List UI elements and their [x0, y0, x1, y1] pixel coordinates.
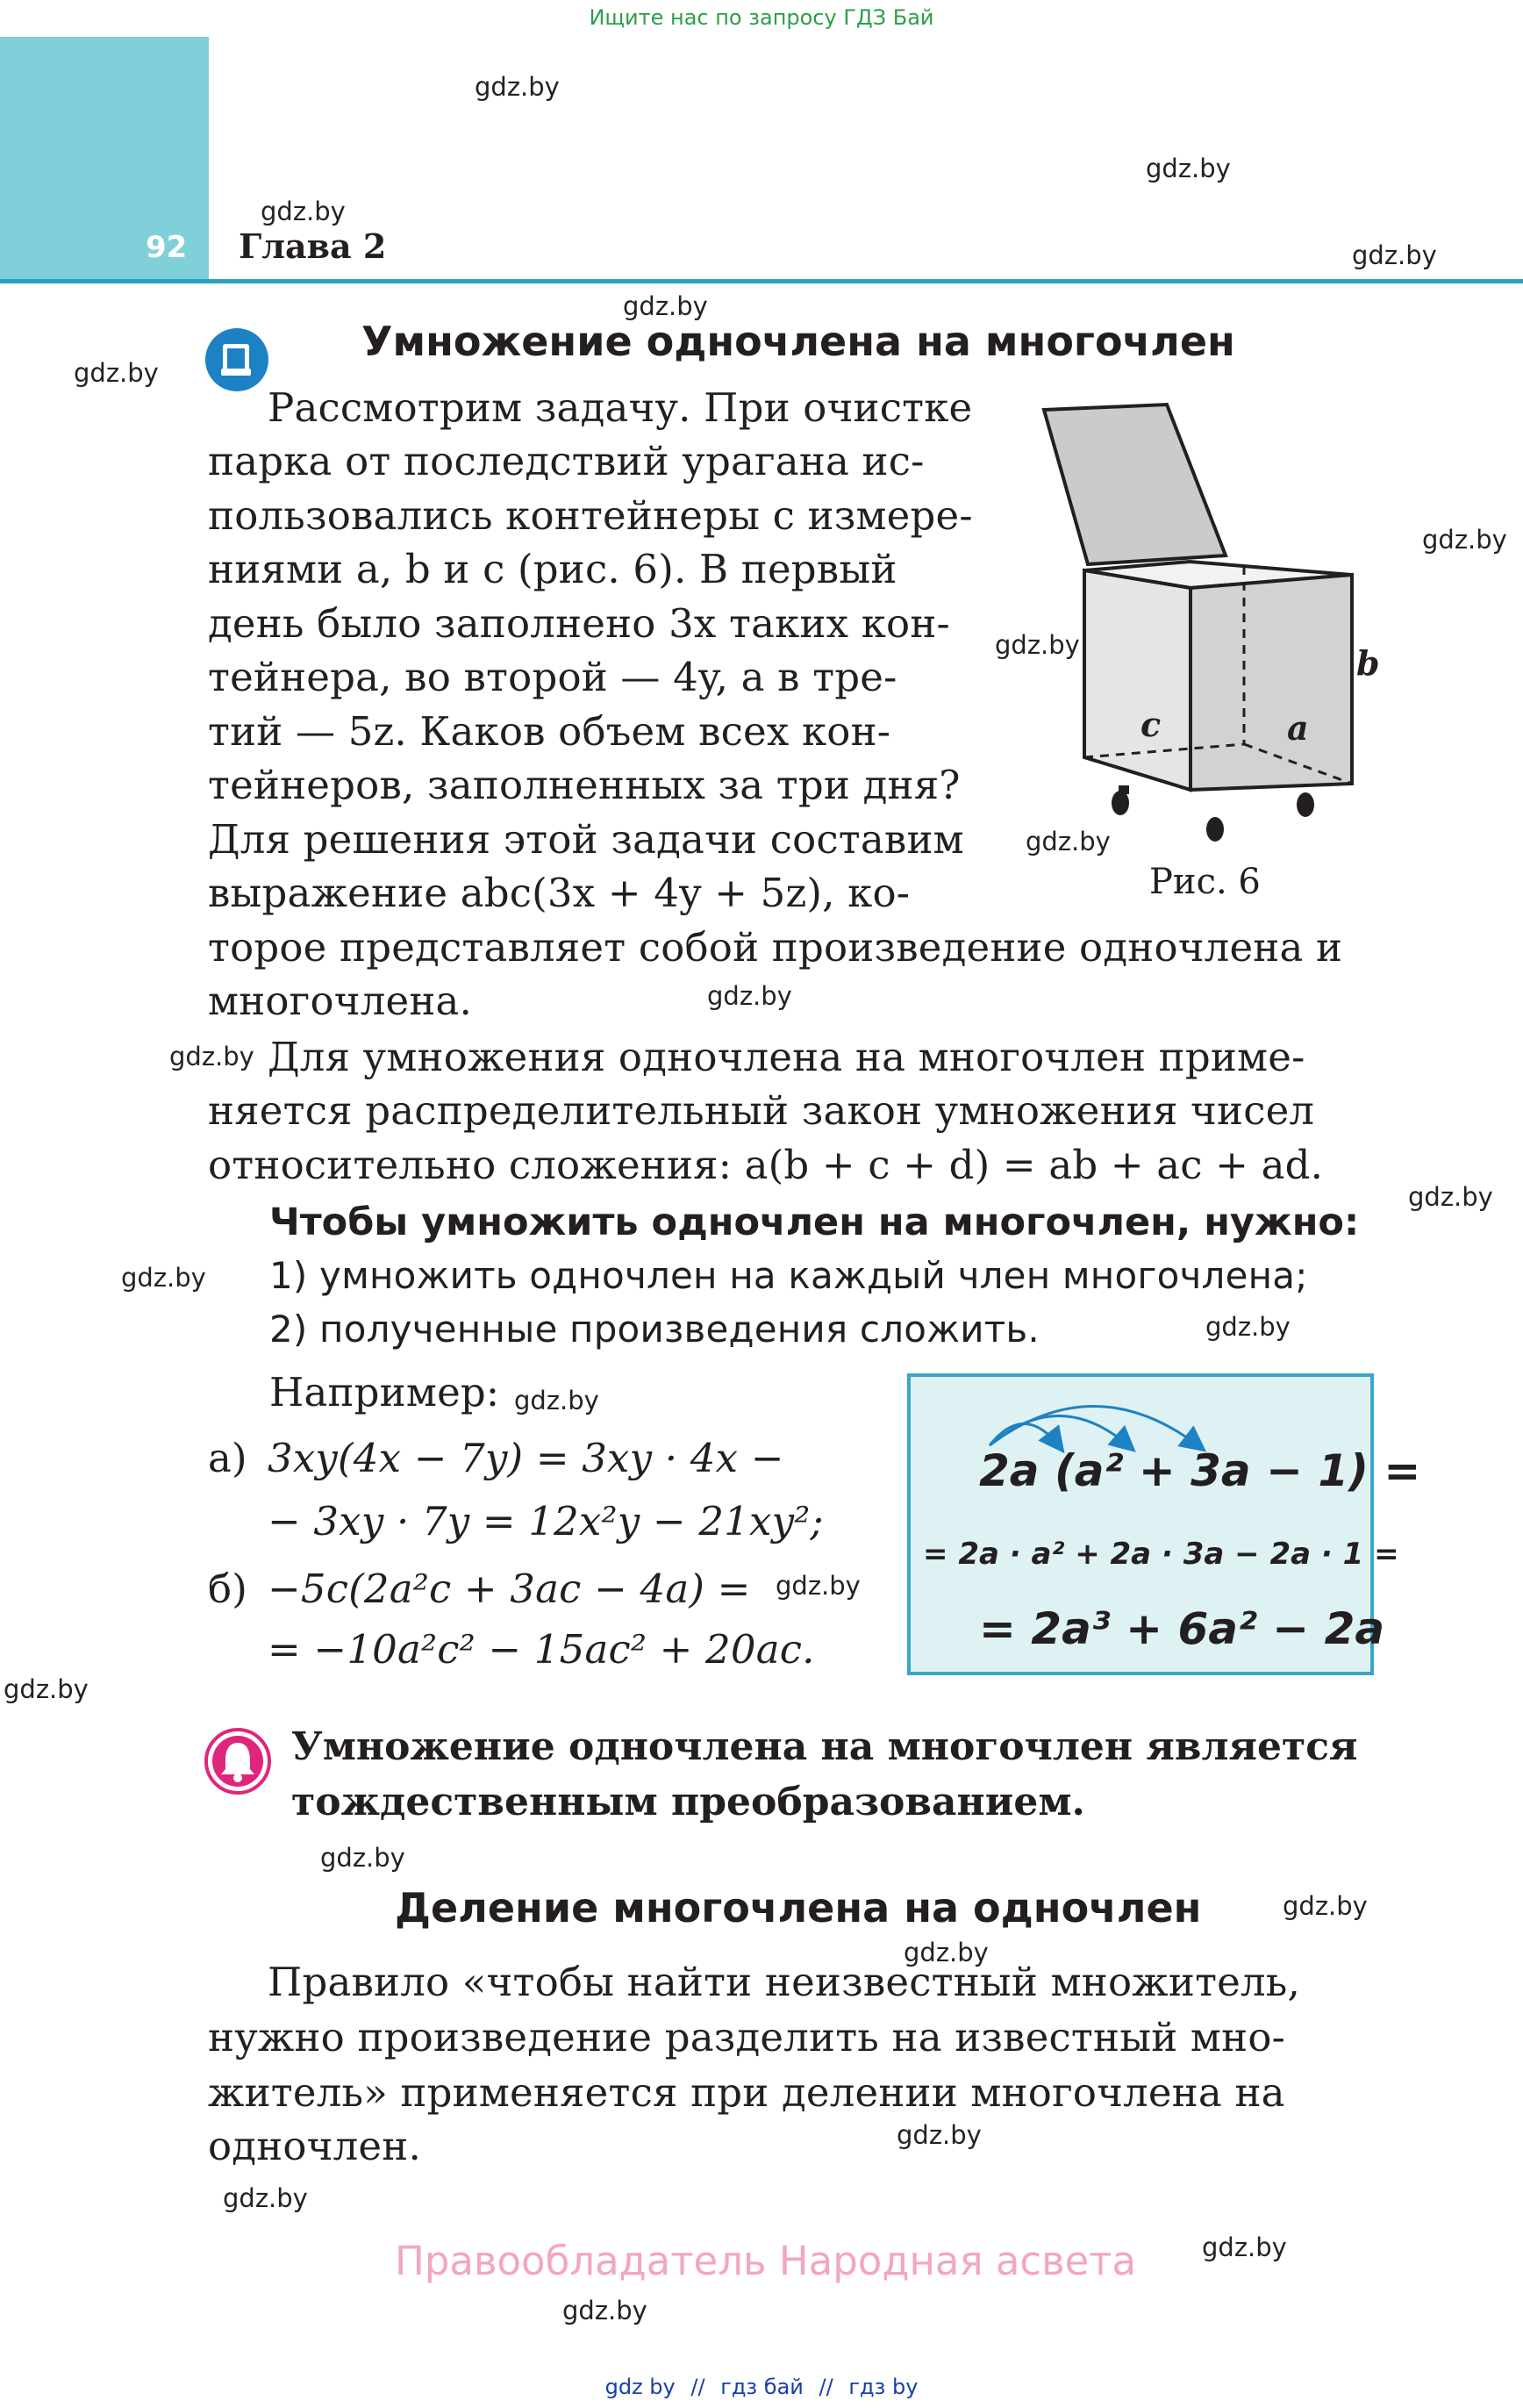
example-heading: Например:	[269, 1369, 500, 1415]
watermark: gdz.by	[320, 1843, 405, 1873]
watermark: gdz.by	[1283, 1891, 1368, 1921]
watermark: gdz.by	[776, 1571, 861, 1601]
example-a-line-2: − 3xy · 7y = 12x²y − 21xy²;	[268, 1498, 824, 1544]
footer-link[interactable]: gdz by	[604, 2375, 676, 2399]
example-b-line-1: −5c(2a²c + 3ac − 4a) =	[268, 1566, 751, 1612]
watermark: gdz.by	[1352, 240, 1437, 270]
footer-separator: //	[690, 2375, 705, 2399]
footer-links	[0, 2375, 1523, 2399]
intro-line: Рассмотрим задачу. При очистке	[268, 384, 973, 431]
intro-line: тейнеров, заполненных за три дня?	[208, 762, 961, 808]
figure-label-a: a	[1287, 708, 1309, 748]
watermark: gdz.by	[121, 1263, 206, 1293]
watermark: gdz.by	[1026, 827, 1111, 856]
page-number: 92	[146, 230, 188, 265]
watermark: gdz.by	[1205, 1312, 1291, 1342]
footer-link[interactable]: гдз by	[848, 2375, 919, 2399]
intro-line: тейнера, во второй — 4y, а в тре-	[208, 654, 897, 700]
division-line: одночлен.	[208, 2123, 421, 2169]
watermark: gdz.by	[74, 358, 159, 388]
example-a-line-1: 3xy(4x − 7y) = 3xy · 4x −	[268, 1435, 784, 1481]
container-figure	[1035, 399, 1380, 856]
bell-icon	[204, 1727, 272, 1795]
watermark: gdz.by	[995, 630, 1080, 660]
header-rule	[0, 279, 1523, 283]
watermark: gdz.by	[1408, 1182, 1493, 1212]
figure-label-b: b	[1356, 643, 1380, 683]
book-icon	[204, 326, 270, 393]
division-line: житель» применяется при делении многочлена на	[208, 2069, 1285, 2116]
law-line: няется распределительный закон умножения чисел	[208, 1087, 1315, 1134]
watermark: gdz.by	[169, 1042, 254, 1071]
watermark: gdz.by	[261, 197, 346, 226]
watermark: gdz.by	[1146, 154, 1231, 183]
figure-caption: Рис. 6	[1149, 862, 1261, 902]
intro-line: выражение abc(3x + 4y + 5z), ко-	[208, 870, 911, 916]
watermark: gdz.by	[707, 981, 792, 1011]
watermark: gdz.by	[562, 2296, 647, 2326]
section-title-division: Деление многочлена на одночлен	[395, 1884, 1202, 1931]
watermark: gdz.by	[904, 1938, 989, 1967]
math-illustration-box	[907, 1373, 1421, 1675]
math-box-line-1: 2a (a² + 3a − 1) =	[979, 1445, 1421, 1496]
note-line: тождественным преобразованием.	[291, 1780, 1085, 1824]
example-b-line-2: = −10a²c² − 15ac² + 20ac.	[268, 1626, 815, 1673]
watermark: gdz.by	[4, 1674, 89, 1704]
example-b-label: б)	[208, 1566, 248, 1612]
rule-step-2: 2) полученные произведения сложить.	[269, 1308, 1040, 1351]
copyright-line: Правообладатель Народная асвета	[395, 2238, 1137, 2284]
law-line: Для умножения одночлена на многочлен приме-	[268, 1034, 1305, 1080]
watermark: gdz.by	[623, 291, 708, 321]
division-line: нужно произведение разделить на известный мно-	[208, 2014, 1286, 2060]
figure-label-c: c	[1140, 705, 1162, 744]
law-line: относительно сложения: a(b + c + d) = ab + ac + ad.	[208, 1142, 1324, 1188]
intro-line: пользовались контейнеры с измере-	[208, 492, 973, 539]
note-line: Умножение одночлена на многочлен является	[291, 1724, 1358, 1769]
math-box-line-3: = 2a³ + 6a² − 2a	[979, 1603, 1385, 1654]
section-title-multiplication: Умножение одночлена на многочлен	[361, 318, 1235, 365]
intro-line: многочлена.	[208, 978, 473, 1024]
watermark: gdz.by	[475, 72, 560, 102]
intro-line: ниями a, b и c (рис. 6). В первый	[208, 546, 897, 592]
intro-line: тий — 5z. Каков объем всех кон-	[208, 708, 891, 755]
rule-heading: Чтобы умножить одночлен на многочлен, нужно:	[269, 1200, 1360, 1244]
chapter-title: Глава 2	[239, 226, 387, 266]
math-box-line-2: = 2a · a² + 2a · 3a − 2a · 1 =	[923, 1537, 1399, 1572]
intro-line: Для решения этой задачи составим	[208, 816, 964, 863]
watermark: gdz.by	[223, 2183, 308, 2213]
watermark: gdz.by	[897, 2120, 982, 2150]
watermark: gdz.by	[1202, 2232, 1287, 2262]
intro-line: парка от последствий урагана ис-	[208, 438, 925, 484]
intro-line: торое представляет собой произведение одночлена и	[208, 924, 1343, 971]
rule-step-1: 1) умножить одночлен на каждый член многочлена;	[269, 1254, 1308, 1297]
top-banner[interactable]: Ищите нас по запросу ГДЗ Бай	[589, 5, 934, 30]
division-line: Правило «чтобы найти неизвестный множитель,	[268, 1959, 1300, 2005]
watermark: gdz.by	[1422, 525, 1507, 555]
example-a-label: а)	[208, 1435, 247, 1481]
intro-line: день было заполнено 3x таких кон-	[208, 600, 950, 647]
watermark: gdz.by	[514, 1386, 599, 1415]
footer-separator: //	[819, 2375, 833, 2399]
footer-link[interactable]: гдз бай	[720, 2375, 804, 2399]
